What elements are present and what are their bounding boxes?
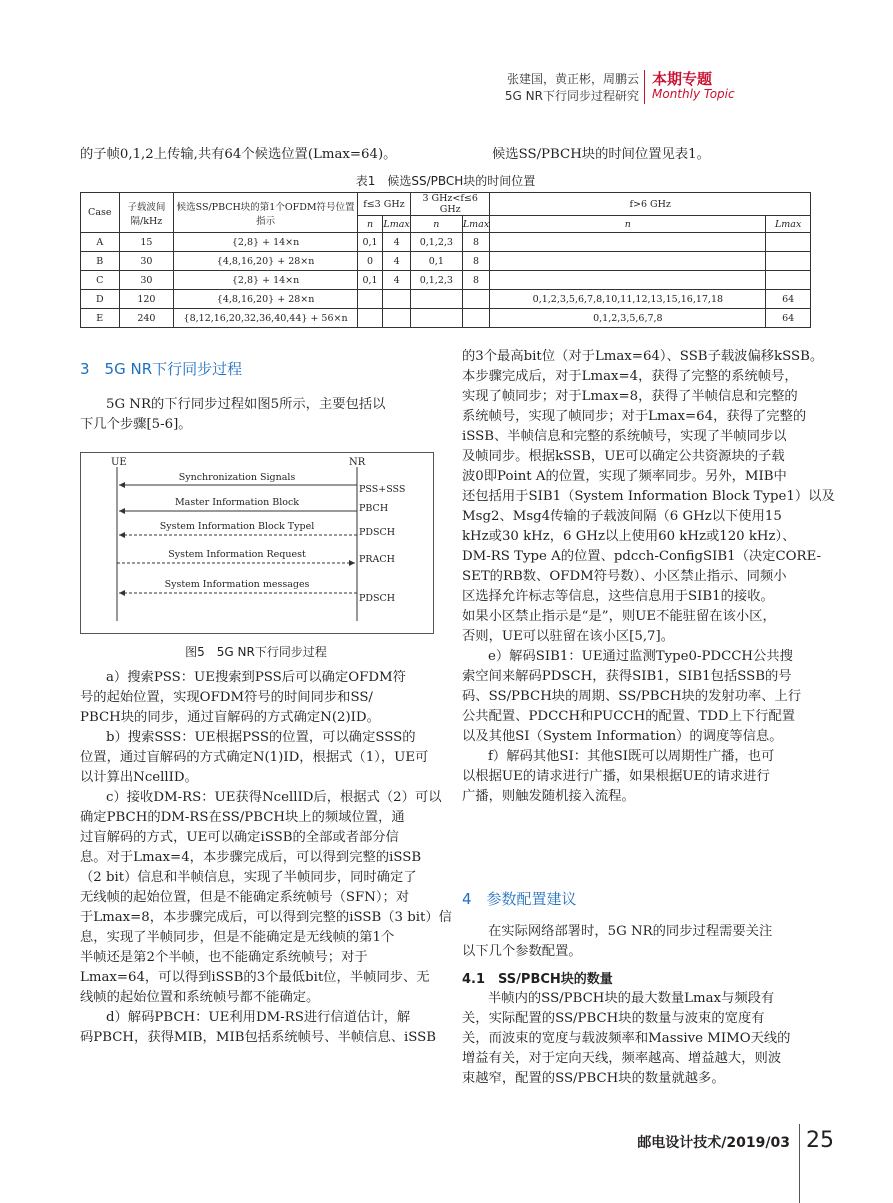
th-n: n (490, 216, 766, 233)
body-line: SET的RB数、OFDM符号数）、小区禁止指示、同频小 (462, 569, 787, 584)
body-line: DM-RS Type A的位置、pdcch-ConfigSIB1（决定CORE- (462, 549, 822, 564)
body-line: e）解码SIB1：UE通过监测Type0-PDCCH公共搜 (488, 649, 793, 664)
cell-scs: 30 (119, 252, 174, 271)
body-line: 号的起始位置，实现OFDM符号的时间同步和SS/ (80, 690, 373, 705)
cell-l1 (383, 309, 411, 328)
th-band1: f≤3 GHz (357, 193, 410, 216)
body-line: 位置，通过盲解码的方式确定N(1)ID，根据式（1），UE可 (80, 750, 429, 765)
figure5-caption: 图5 5G NR下行同步过程 (185, 645, 327, 659)
cell-l2: 8 (462, 252, 490, 271)
figure5-msg-label: Synchronization Signals (178, 472, 296, 483)
cell-symbol: {8,12,16,20,32,36,40,44} + 56×n (174, 309, 358, 328)
th-scs: 子载波间隔/kHz (119, 193, 174, 233)
body-line: PBCH块的同步，通过盲解码的方式确定N(2)ID。 (80, 710, 380, 725)
cell-n2: 0,1 (410, 252, 462, 271)
section4-title: 4 参数配置建议 (462, 890, 577, 908)
page-number: 25 (806, 1128, 834, 1153)
th-lmax: Lmax (766, 216, 811, 233)
cell-n2: 0,1,2,3 (410, 233, 462, 252)
table1 (80, 192, 811, 328)
th-band2: 3 GHz<f≤6 GHz (410, 193, 489, 216)
th-band3: f>6 GHz (490, 193, 811, 216)
body-line: 过盲解码的方式，UE可以确定iSSB的全部或者部分信 (80, 830, 399, 845)
body-line: 束越窄，配置的SS/PBCH块的数量就越多。 (462, 1071, 725, 1086)
cell-case: B (81, 252, 120, 271)
table-row (81, 309, 811, 328)
body-line: 息，实现了半帧同步，但是不能确定是无线帧的第1个 (80, 930, 395, 945)
header-column-zh: 本期专题 (652, 70, 713, 88)
left-column (80, 668, 452, 1048)
top-right-line: 候选SS/PBCH块的时间位置见表1。 (492, 147, 710, 162)
body-line: 本步骤完成后，对于Lmax=4，获得了完整的系统帧号， (462, 369, 798, 384)
th-n: n (357, 216, 382, 233)
th-n: n (410, 216, 462, 233)
body-line: f）解码其他SI：其他SI既可以周期性广播，也可 (488, 749, 775, 764)
th-case: Case (81, 193, 120, 233)
body-line: 线帧的起始位置和系统帧号都不能确定。 (80, 990, 320, 1005)
body-line: 码PBCH，获得MIB，MIB包括系统帧号、半帧信息、iSSB (80, 1030, 437, 1045)
figure5-msg-label: Master Information Block (174, 497, 300, 508)
cell-l3: 64 (766, 290, 811, 309)
body-line: 息。对于Lmax=4，本步骤完成后，可以得到完整的iSSB (80, 850, 422, 865)
cell-case: C (81, 271, 120, 290)
body-line: 以根据UE的请求进行广播，如果根据UE的请求进行 (462, 769, 770, 784)
header-column-en: Monthly Topic (652, 87, 735, 101)
cell-case: A (81, 233, 120, 252)
cell-symbol: {4,8,16,20} + 28×n (174, 252, 358, 271)
body-line: 如果小区禁止指示是“是”，则UE不能驻留在该小区， (462, 609, 776, 624)
body-line: （2 bit）信息和半帧信息，实现了半帧同步，同时确定了 (80, 870, 417, 885)
cell-scs: 240 (119, 309, 174, 328)
th-first-symbol: 候选SS/PBCH块的第1个OFDM符号位置指示 (174, 193, 358, 233)
body-line: 的3个最高bit位（对于Lmax=64）、SSB子载波偏移kSSB。 (462, 349, 824, 364)
body-line: Lmax=64，可以得到iSSB的3个最低bit位，半帧同步、无 (80, 970, 430, 985)
cell-l1: 4 (383, 271, 411, 290)
th-lmax: Lmax (462, 216, 490, 233)
cell-n3: 0,1,2,3,5,6,7,8 (490, 309, 766, 328)
cell-case: D (81, 290, 120, 309)
body-line: iSSB、半帧信息和完整的系统帧号，实现了半帧同步以 (462, 429, 787, 444)
cell-symbol: {2,8} + 14×n (174, 271, 358, 290)
cell-l3 (766, 252, 811, 271)
th-lmax: Lmax (383, 216, 411, 233)
right-column (462, 347, 835, 807)
cell-l1 (383, 290, 411, 309)
cell-scs: 30 (119, 271, 174, 290)
cell-n1: 0,1 (357, 271, 382, 290)
cell-scs: 15 (119, 233, 174, 252)
figure5-nr-label: NR (349, 457, 366, 468)
figure5-frame (80, 452, 434, 634)
cell-symbol: {4,8,16,20} + 28×n (174, 290, 358, 309)
cell-n1 (357, 309, 382, 328)
figure5-channel-label: PRACH (359, 554, 395, 565)
body-line: 确定PBCH的DM-RS在SS/PBCH块上的频域位置，通 (80, 810, 405, 825)
cell-case: E (81, 309, 120, 328)
body-line: 码、SS/PBCH块的周期、SS/PBCH块的发射功率、上行 (462, 689, 802, 704)
cell-l2: 8 (462, 271, 490, 290)
body-line: 增益有关，对于定向天线，频率越高、增益越大，则波 (462, 1051, 782, 1066)
body-line: 实现了帧同步；对于Lmax=8，获得了半帧信息和完整的 (462, 389, 798, 404)
cell-n1: 0,1 (357, 233, 382, 252)
figure5-channel-label: PDSCH (359, 527, 396, 538)
cell-n2: 0,1,2,3 (410, 271, 462, 290)
header-divider (644, 70, 645, 104)
body-line: 广播，则触发随机接入流程。 (462, 789, 635, 804)
cell-n1 (357, 290, 382, 309)
top-left-line: 的子帧0,1,2上传输,共有64个候选位置(Lmax=64)。 (80, 147, 397, 162)
body-line: 半帧内的SS/PBCH块的最大数量Lmax与频段有 (488, 991, 775, 1006)
cell-l2 (462, 309, 490, 328)
cell-n3 (490, 271, 766, 290)
header-article-title: 5G NR下行同步过程研究 (504, 89, 639, 103)
footer-divider (799, 1124, 800, 1203)
body-line: 于Lmax=8，本步骤完成后，可以得到完整的iSSB（3 bit）信 (80, 910, 452, 925)
figure5-channel-label: PSS+SSS (359, 484, 406, 495)
body-line: 否则，UE可以驻留在该小区[5,7]。 (462, 629, 674, 644)
body-line: 及帧同步。根据kSSB，UE可以确定公共资源块的子载 (462, 449, 785, 464)
body-line: 关，而波束的宽度与载波频率和Massive MIMO天线的 (462, 1031, 791, 1046)
body-line: 系统帧号，实现了帧同步；对于Lmax=64，获得了完整的 (462, 409, 807, 424)
body-line: a）搜索PSS：UE搜索到PSS后可以确定OFDM符 (106, 670, 406, 685)
body-line: b）搜索SSS：UE根据PSS的位置，可以确定SSS的 (106, 730, 416, 745)
header-authors: 张建国，黄正彬，周鹏云 (506, 72, 639, 86)
body-line: 索空间来解码PDSCH，获得SIB1，SIB1包括SSB的号 (462, 669, 792, 684)
figure5-channel-label: PDSCH (359, 593, 396, 604)
table-row (81, 271, 811, 290)
cell-l3 (766, 233, 811, 252)
cell-l1: 4 (383, 252, 411, 271)
body-line: 公共配置、PDCCH和PUCCH的配置、TDD上下行配置 (462, 709, 796, 724)
cell-l3: 64 (766, 309, 811, 328)
cell-l1: 4 (383, 233, 411, 252)
body-line: 半帧还是第2个半帧，也不能确定系统帧号；对于 (80, 950, 368, 965)
cell-l2: 8 (462, 233, 490, 252)
cell-l2 (462, 290, 490, 309)
body-line: c）接收DM-RS：UE获得NcellID后，根据式（2）可以 (106, 790, 442, 805)
table-row (81, 233, 811, 252)
cell-n3 (490, 233, 766, 252)
section4-intro-line: 在实际网络部署时，5G NR的同步过程需要关注 (488, 924, 773, 939)
figure5-ue-label: UE (111, 457, 127, 468)
body-line: 波0即Point A的位置，实现了频率同步。另外，MIB中 (462, 469, 787, 484)
subsection41-title: 4.1 SS/PBCH块的数量 (462, 972, 613, 987)
cell-symbol: {2,8} + 14×n (174, 233, 358, 252)
body-line: d）解码PBCH：UE利用DM-RS进行信道估计，解 (106, 1010, 411, 1025)
body-line: 还包括用于SIB1（System Information Block Type1）以及 (462, 489, 835, 504)
figure5-msg-label: System Information messages (164, 579, 310, 590)
cell-n2 (410, 309, 462, 328)
section4-intro-line: 以下几个参数配置。 (462, 944, 582, 959)
body-line: 以及其他SI（System Information）的调度等信息。 (462, 729, 783, 744)
figure5-msg-label: System Information Block Typel (159, 521, 315, 532)
table-row (81, 290, 811, 309)
section3-intro-line: 下几个步骤[5-6]。 (80, 417, 192, 432)
cell-n3 (490, 252, 766, 271)
cell-scs: 120 (119, 290, 174, 309)
footer-journal: 邮电设计技术/2019/03 (637, 1135, 790, 1151)
table1-caption: 表1 候选SS/PBCH块的时间位置 (355, 174, 536, 188)
body-line: Msg2、Msg4传输的子载波间隔（6 GHz以下使用15 (462, 509, 782, 524)
cell-n1: 0 (357, 252, 382, 271)
figure5-msg-label: System Information Request (168, 549, 306, 560)
section3-title: 3 5G NR下行同步过程 (80, 360, 243, 378)
cell-n2 (410, 290, 462, 309)
cell-n3: 0,1,2,3,5,6,7,8,10,11,12,13,15,16,17,18 (490, 290, 766, 309)
figure5-channel-label: PBCH (359, 503, 389, 514)
table-row (81, 252, 811, 271)
cell-l3 (766, 271, 811, 290)
body-line: 关，实际配置的SS/PBCH块的数量与波束的宽度有 (462, 1011, 765, 1026)
body-line: 以计算出NcellID。 (80, 770, 198, 785)
body-line: kHz或30 kHz，6 GHz以上使用60 kHz或120 kHz）、 (462, 529, 796, 544)
subsection41-body (462, 989, 814, 1089)
body-line: 区选择允许标志等信息，这些信息用于SIB1的接收。 (462, 589, 774, 604)
section3-intro-line: 5G NR的下行同步过程如图5所示，主要包括以 (106, 397, 386, 412)
body-line: 无线帧的起始位置，但是不能确定系统帧号（SFN）；对 (80, 890, 410, 905)
